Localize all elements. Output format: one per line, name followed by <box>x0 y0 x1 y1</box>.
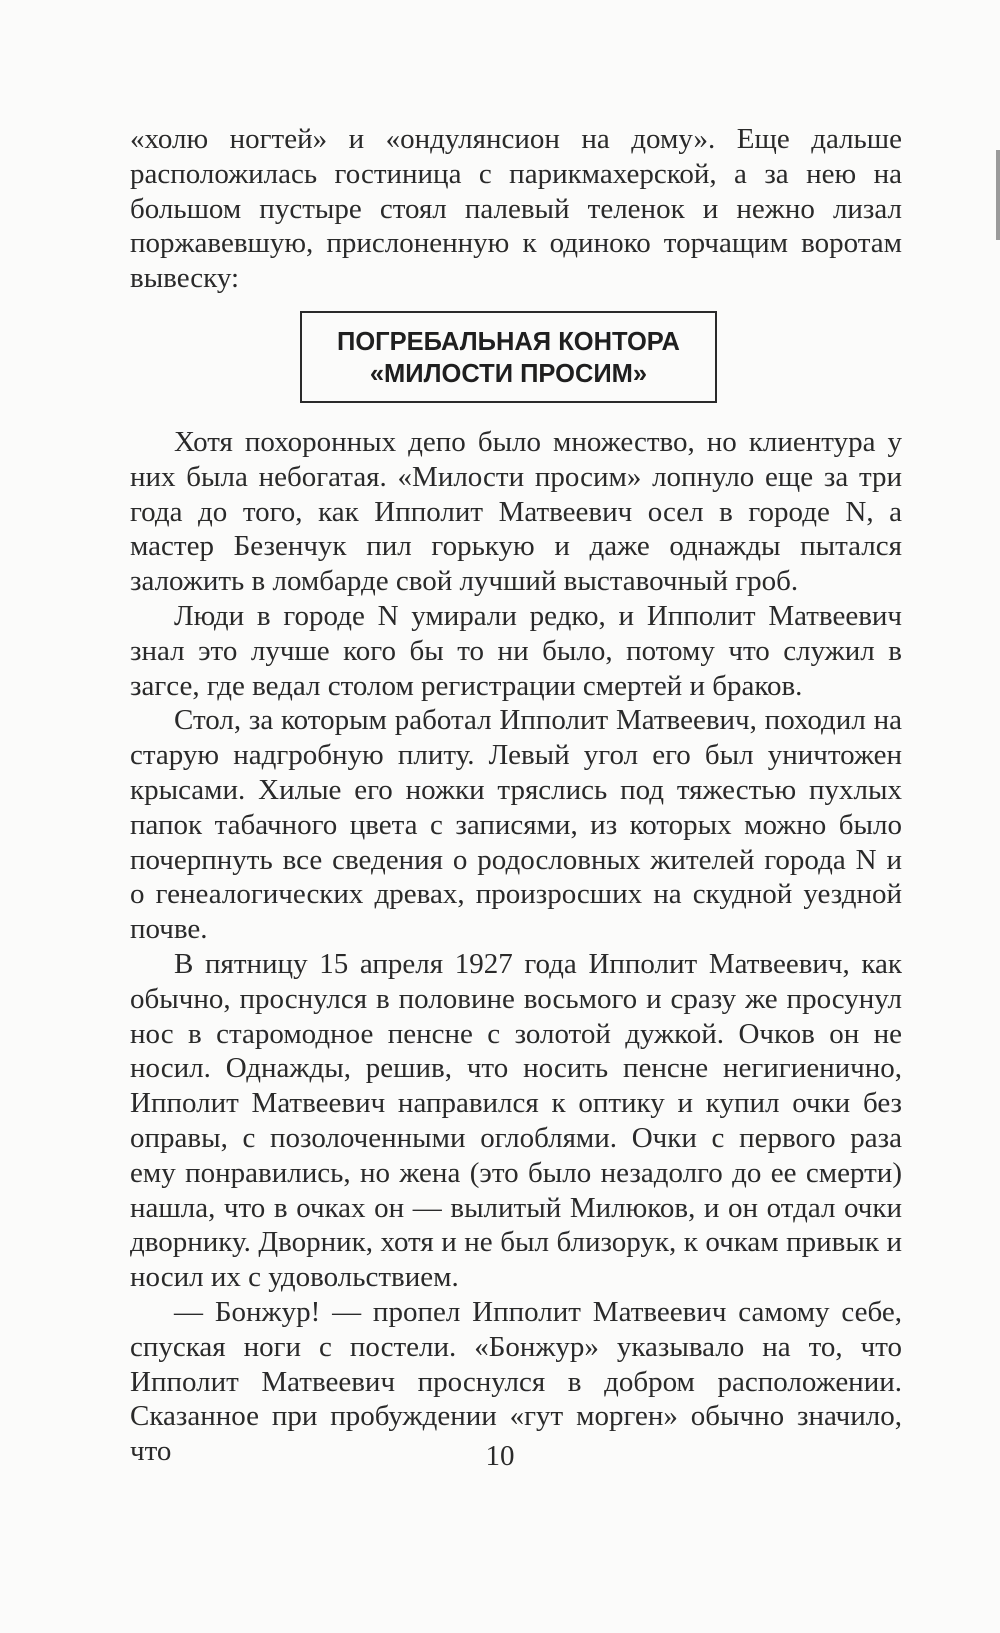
signboard-box <box>300 311 717 403</box>
signboard-line-1: ПОГРЕБАЛЬНАЯ КОНТОРА <box>337 328 680 356</box>
page-number: 10 <box>485 1440 515 1472</box>
main-text-block <box>130 425 902 1469</box>
paragraph-pince-nez: В пятницу 15 апреля 1927 года Ипполит Матвеевич, как обычно, проснулся в половине восьмого и сразу же просунул нос в старомодное пенсне с золотой дужкой. Очков он не носил. Однажды, решив, что носить пенсне негигиенично, Ипполит Матвеевич направился к оптику и купил очки без оправы, с позолоченными оглоблями. Очки с первого раза ему понравились, но жена (это было незадолго до ее смерти) нашла, что в очках он — вылитый Милюков, и он отдал очки дворнику. Дворник, хотя и не был близорук, к очкам привык и носил их с удовольствием. <box>130 947 902 1294</box>
intro-text-block <box>130 122 902 296</box>
paragraph-deaths: Люди в городе N умирали редко, и Ипполит Матвеевич знал это лучше кого бы то ни было, потому что служил в загсе, где ведал столом регистрации смертей и браков. <box>130 599 902 702</box>
paragraph-clientele: Хотя похоронных депо было множество, но клиентура у них была небогатая. «Милости просим» лопнуло еще за три года до того, как Ипполит Матвеевич осел в городе N, а мастер Безенчук пил горькую и даже однажды пытался заложить в ломбарде свой лучший выставочный гроб. <box>130 426 902 598</box>
page-edge-shadow <box>996 150 1000 240</box>
signboard-line-2: «МИЛОСТИ ПРОСИМ» <box>369 360 648 388</box>
paragraph-desk: Стол, за которым работал Ипполит Матвеевич, походил на старую надгробную плиту. Левый угол его был уничтожен крысами. Хилые его ножки тряслись под тяжестью пухлых папок табачного цвета с записями, из которых можно было почерпнуть все сведения о родословных жителей города N и о генеалогических древах, произросших на скудной уездной почве. <box>130 704 902 946</box>
paragraph-bonjour: — Бонжур! — пропел Ипполит Матвеевич самому себе, спуская ноги с постели. «Бонжур» указывало на то, что Ипполит Матвеевич проснулся в добром расположении. Сказанное при пробуждении «гут морген» обычно значило, что <box>130 1295 902 1468</box>
intro-paragraph: «холю ногтей» и «ондулянсион на дому». Еще дальше расположилась гостиница с парикмахерской, а за нею на большом пустыре стоял палевый теленок и нежно лизал поржавевшую, прислоненную к одиноко торчащим воротам вывеску: <box>130 123 902 295</box>
